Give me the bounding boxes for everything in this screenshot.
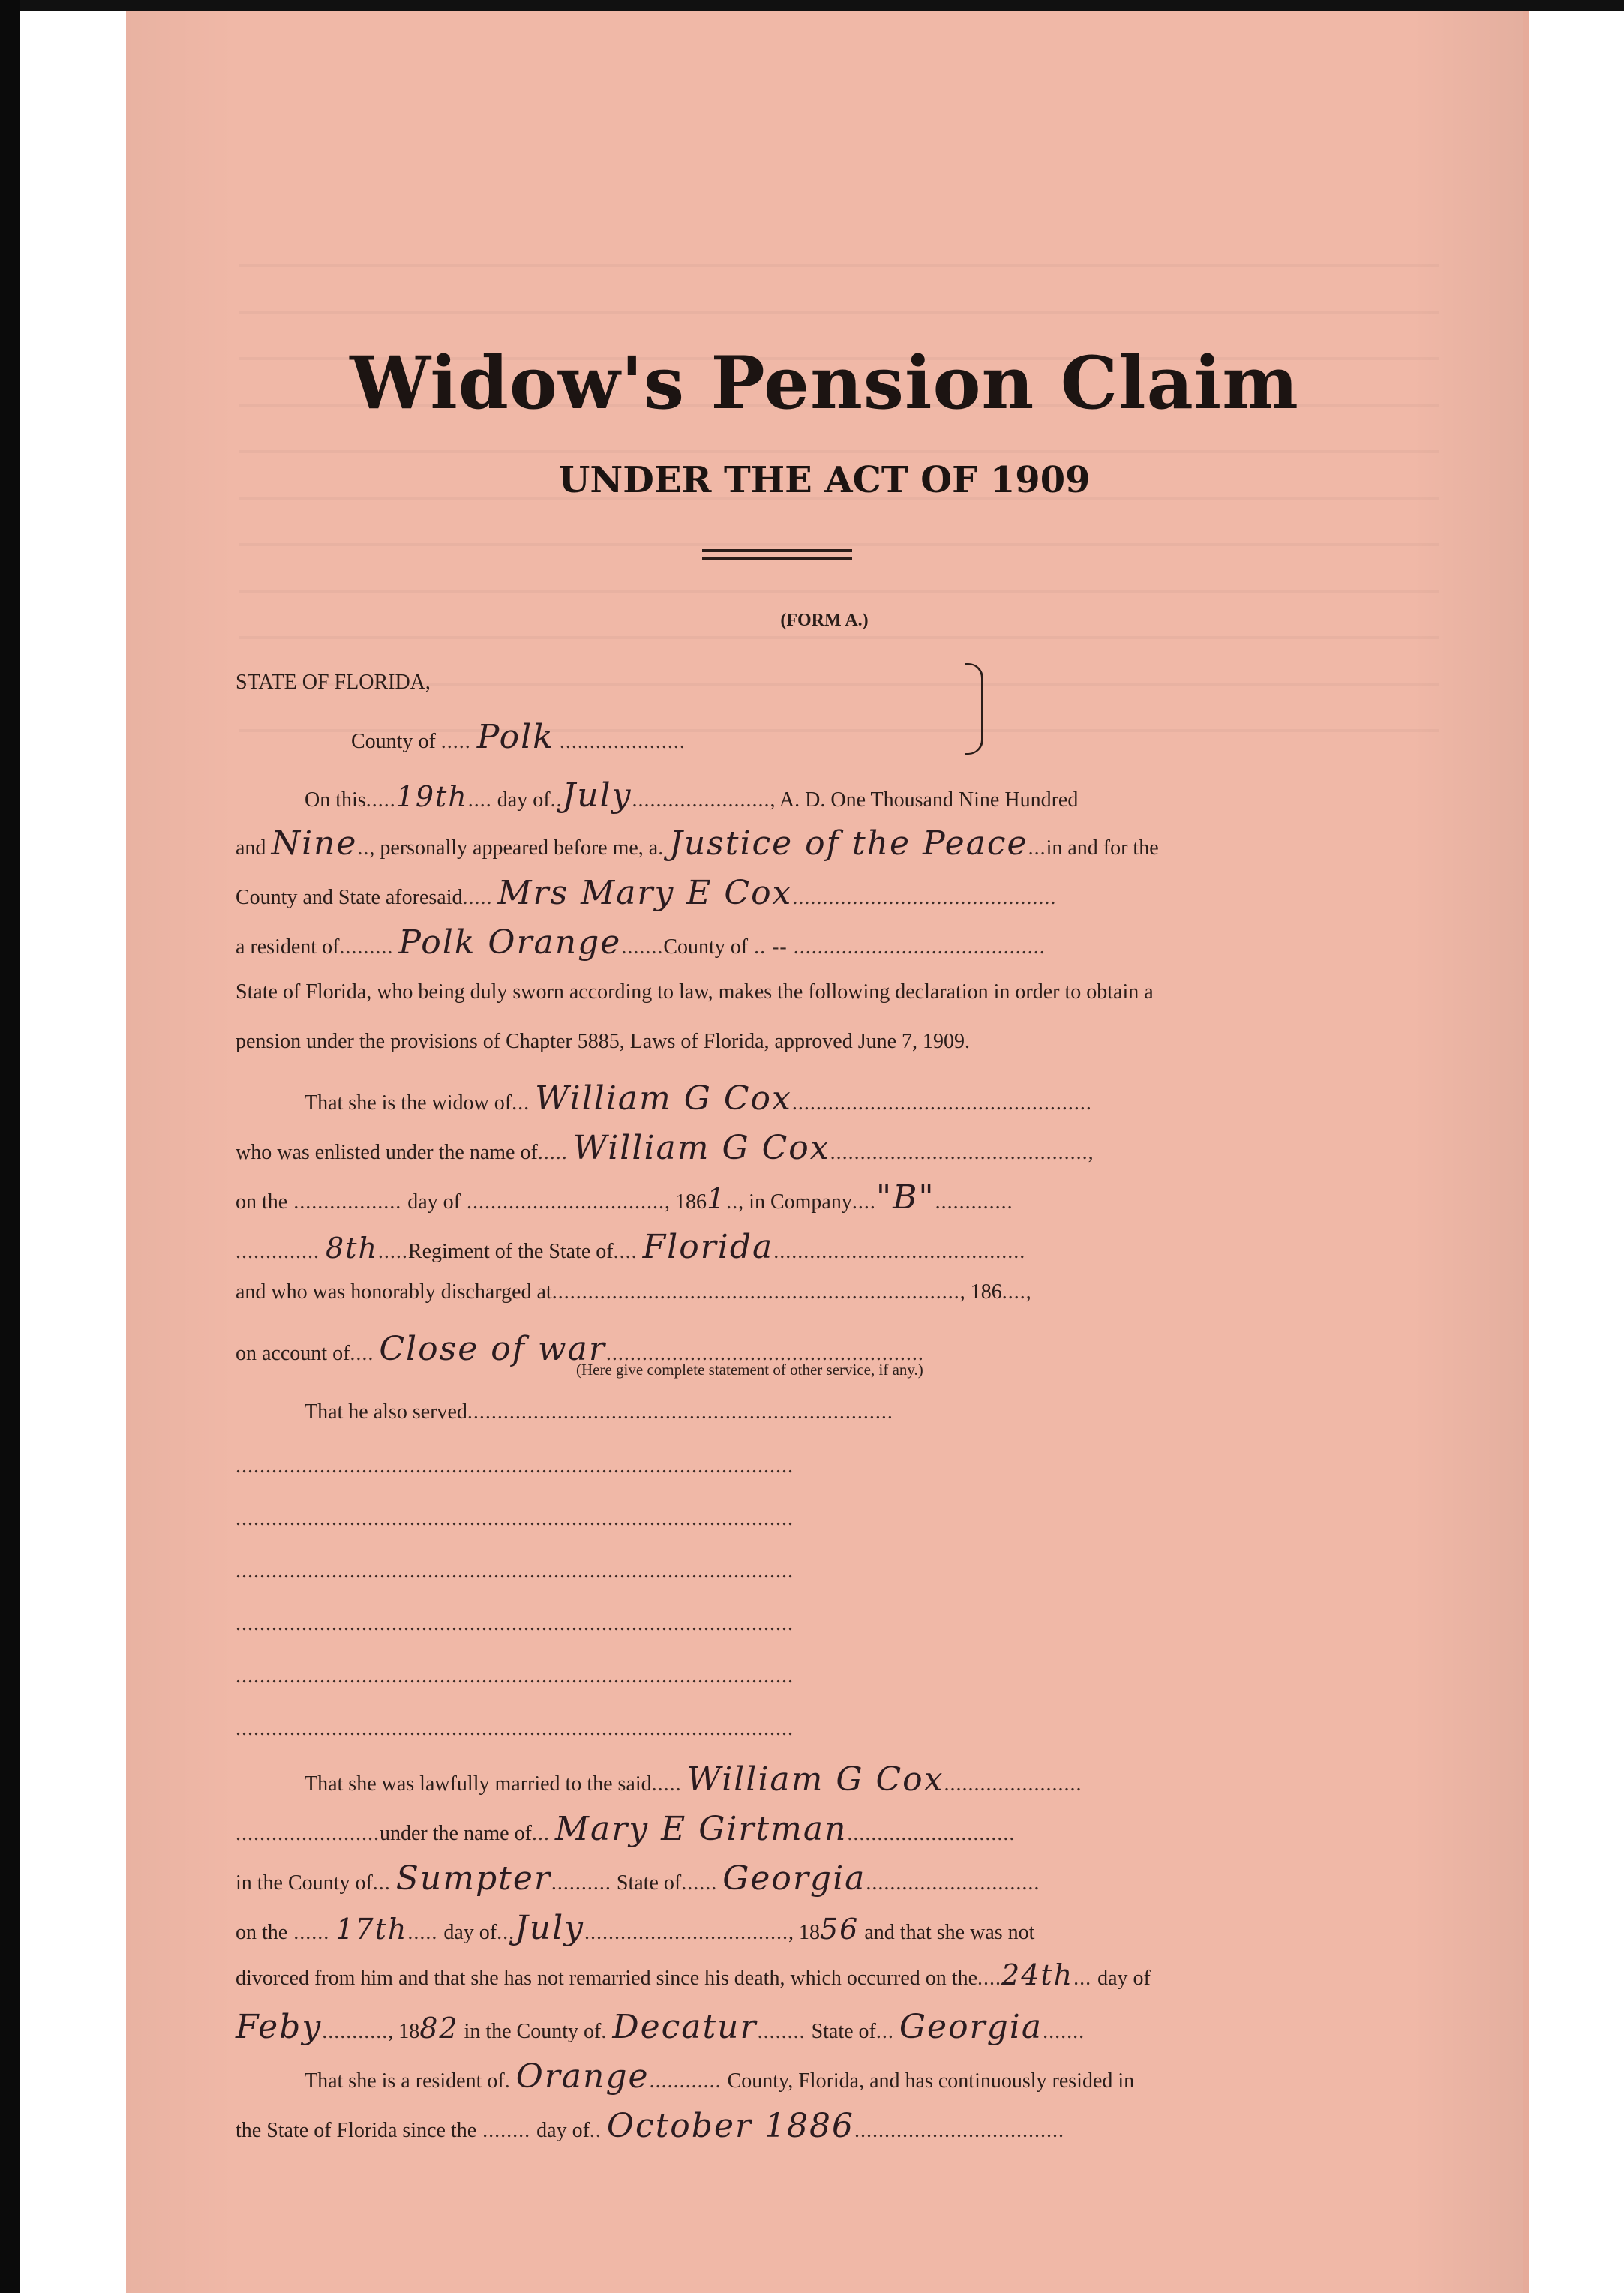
dot-leader: .....: [365, 788, 396, 812]
dot-leader: ...........................................,: [830, 1141, 1094, 1164]
death-month-value: Feby: [236, 2008, 323, 2046]
dot-leader: ....: [467, 788, 492, 812]
dot-leader: ....: [350, 1342, 374, 1365]
discharged-label: and who was honorably discharged at: [236, 1280, 552, 1304]
on-the-label: on the: [236, 1921, 288, 1944]
dot-leader: .....: [651, 1772, 682, 1796]
married-label: That she was lawfully married to the said: [305, 1772, 652, 1796]
dot-leader: .......................: [632, 788, 770, 812]
death-state-value: Georgia: [899, 2008, 1043, 2046]
under-name-label: under the name of: [380, 1822, 532, 1845]
scan-top-border: [20, 0, 1624, 11]
regiment-value: 8th: [326, 1232, 378, 1265]
dot-leader: .........: [339, 935, 394, 959]
death-place-line: [236, 2008, 1085, 2046]
year-prefix: , 186: [664, 1190, 707, 1214]
oath-line-6: pension under the provisions of Chapter 5885, Laws of Florida, approved June 7, 1909.: [236, 1030, 971, 1053]
dot-leader: ......: [681, 1871, 718, 1895]
dot-leader: .......: [1043, 2020, 1085, 2043]
blank-line-1: .............................................................................................: [236, 1454, 794, 1478]
marriage-state-value: Georgia: [722, 1859, 866, 1898]
dot-leader: ........................: [236, 1822, 380, 1845]
widow-of-line: [305, 1079, 1092, 1118]
dot-leader: ...: [372, 1871, 391, 1895]
dot-leader: ..: [589, 2119, 602, 2142]
dot-leader: ........: [476, 2119, 537, 2142]
dot-leader: ..: [357, 836, 370, 860]
dot-leader: ..........................................: [773, 1240, 1026, 1263]
enlistment-date-line: [236, 1178, 1013, 1217]
death-year-value: 82: [419, 2012, 459, 2045]
oath-day-value: 19th: [395, 780, 468, 813]
also-served-line: [305, 1400, 893, 1424]
dot-leader: ..................................: [584, 1921, 788, 1944]
dot-leader: ...: [875, 2020, 894, 2043]
enlisted-name-value: William G Cox: [572, 1129, 830, 1167]
married-line: [305, 1760, 1082, 1799]
residence-value: Polk Orange: [398, 923, 622, 962]
residence-since-label: the State of Florida since the: [236, 2119, 477, 2142]
dot-leader: ....,: [1001, 1280, 1032, 1304]
marriage-county-line: [236, 1859, 1040, 1898]
state-of-label: State of: [616, 1871, 682, 1895]
year-prefix: , 186: [959, 1280, 1002, 1304]
dot-leader: .....: [440, 730, 477, 753]
residence-text: County, Florida, and has continuously resided in: [727, 2069, 1135, 2093]
dot-leader: .....: [537, 1141, 568, 1164]
year-prefix: , 18: [788, 1921, 820, 1944]
not-divorced-label: and that she was not: [864, 1921, 1035, 1944]
dot-leader: ..: [726, 1190, 739, 1214]
dot-leader: .: [658, 836, 665, 860]
claimant-name-value: Mrs Mary E Cox: [497, 874, 793, 912]
in-and-for-label: in and for the: [1046, 836, 1159, 860]
dot-leader: .............................: [866, 1871, 1040, 1895]
dot-leader: .: [504, 2069, 511, 2093]
blank-line-5: .............................................................................................: [236, 1664, 794, 1688]
county-line: [351, 718, 686, 756]
oath-line-4: [236, 923, 1046, 962]
married-husband-value: William G Cox: [686, 1760, 944, 1799]
death-line: [236, 1958, 1151, 1991]
husband-name-value: William G Cox: [535, 1079, 792, 1118]
state-header: STATE OF FLORIDA,: [236, 671, 431, 694]
dot-leader: .......: [621, 935, 664, 959]
official-value: Justice of the Peace: [669, 824, 1028, 863]
form-label: (FORM A.): [780, 611, 869, 630]
dot-leader: ..................................................: [791, 1091, 1092, 1115]
company-label: , in Company: [738, 1190, 852, 1214]
remarried-text: divorced from him and that she has not remarried since his death, which occurred on the: [236, 1967, 978, 1990]
dot-leader: .....................................................: [605, 1342, 924, 1365]
service-note: (Here give complete statement of other service, if any.): [576, 1361, 923, 1379]
on-this-label: On this: [305, 788, 366, 812]
dot-leader: ........: [757, 2020, 812, 2043]
dot-leader: ...: [531, 1822, 550, 1845]
oath-line-3: [236, 874, 1056, 912]
county-value: Polk: [476, 718, 554, 756]
marriage-year-value: 56: [820, 1913, 860, 1946]
dot-leader: ............................................: [792, 886, 1057, 909]
marriage-county-value: Sumpter: [395, 1859, 551, 1898]
county-of-label: County of: [663, 935, 749, 959]
dot-leader: ..................: [287, 1190, 408, 1214]
dot-leader: .............: [935, 1190, 1013, 1214]
dot-leader: .: [601, 2020, 608, 2043]
discharge-reason-value: Close of war: [379, 1330, 606, 1368]
dot-leader: ....................................................................: [551, 1280, 960, 1304]
oath-line-5: State of Florida, who being duly sworn according to law, makes the following declaration in order to obtain a: [236, 980, 1154, 1004]
year-prefix: , 18: [388, 2020, 420, 2043]
in-county-label: in the County of: [464, 2020, 602, 2043]
death-day-value: 24th: [1001, 1958, 1074, 1991]
and-label: and: [236, 836, 266, 860]
day-of-label: day of: [443, 1921, 497, 1944]
marriage-day-value: 17th: [335, 1913, 408, 1946]
blank-line-6: .............................................................................................: [236, 1717, 794, 1740]
dot-leader: ..............: [236, 1240, 326, 1263]
dot-leader: ............................: [847, 1822, 1016, 1845]
title-rule-top: [702, 549, 852, 552]
dot-leader: .......................: [944, 1772, 1082, 1796]
county-state-label: County and State aforesaid: [236, 886, 463, 909]
account-label: on account of: [236, 1342, 350, 1365]
company-value: "B": [875, 1178, 935, 1217]
dot-leader: ....: [851, 1190, 876, 1214]
on-the-label: on the: [236, 1190, 288, 1214]
maiden-name-line: [236, 1810, 1015, 1848]
day-of-label: day of: [1097, 1967, 1151, 1990]
page-subtitle: UNDER THE ACT OF 1909: [558, 459, 1091, 501]
death-county-value: Decatur: [612, 2008, 758, 2046]
residence-since-line: [236, 2107, 1064, 2145]
appeared-label: , personally appeared before me, a: [369, 836, 659, 860]
dot-leader: .................................: [460, 1190, 665, 1214]
county-label: County of: [351, 730, 436, 753]
oath-month-value: July: [562, 776, 632, 815]
dot-leader: .....................: [559, 730, 686, 753]
dot-leader: ............: [649, 2069, 728, 2093]
maiden-name-value: Mary E Girtman: [554, 1810, 848, 1848]
dot-leader: ...: [1028, 836, 1046, 860]
residence-since-value: October 1886: [606, 2107, 854, 2145]
blank-line-2: .............................................................................................: [236, 1507, 794, 1530]
enlisted-label: who was enlisted under the name of: [236, 1141, 538, 1164]
dot-leader: ....: [613, 1240, 638, 1263]
regiment-state-value: Florida: [642, 1228, 774, 1266]
state-of-label: State of: [811, 2020, 876, 2043]
regiment-line: [236, 1228, 1025, 1266]
discharge-line: [236, 1280, 1032, 1304]
dot-leader: ...: [512, 1091, 530, 1115]
day-of-label: day of: [536, 2119, 590, 2142]
blank-line-4: .............................................................................................: [236, 1612, 794, 1635]
dot-leader: .......................................................................: [467, 1400, 893, 1424]
ad-label: , A. D. One Thousand Nine Hundred: [770, 788, 1079, 812]
dot-leader: ...................................: [854, 2119, 1064, 2142]
resident-of-label: That she is a resident of: [305, 2069, 505, 2093]
enlisted-line: [236, 1129, 1094, 1167]
dot-leader: ......: [287, 1921, 336, 1944]
marriage-month-value: July: [515, 1909, 584, 1947]
oath-line-2: [236, 824, 1159, 863]
page-title: Widow's Pension Claim: [350, 341, 1299, 425]
resident-of-label: a resident of: [236, 935, 340, 959]
in-county-label: in the County of: [236, 1871, 373, 1895]
oath-line-1: [305, 776, 1078, 815]
day-of-label: day of: [497, 788, 551, 812]
dot-leader: ...........: [322, 2020, 389, 2043]
dot-leader: .. -- ..........................................: [748, 935, 1046, 959]
regiment-label: Regiment of the State of: [407, 1240, 614, 1263]
county-brace: [965, 663, 983, 755]
blank-line-3: .............................................................................................: [236, 1559, 794, 1583]
dot-leader: ..........: [551, 1871, 611, 1895]
dot-leader: ...: [1073, 1967, 1098, 1990]
dot-leader: ...: [497, 1921, 515, 1944]
oath-year-value: Nine: [271, 824, 358, 863]
dot-leader: ..: [550, 788, 563, 812]
dot-leader: .....: [407, 1921, 444, 1944]
widow-of-label: That she is the widow of: [305, 1091, 512, 1115]
current-residence-line: [305, 2057, 1134, 2096]
enlistment-year-value: 1: [706, 1182, 727, 1215]
current-county-value: Orange: [515, 2057, 650, 2096]
dot-leader: .....: [462, 886, 493, 909]
pension-form-page: [126, 11, 1523, 2293]
day-of-label: day of: [407, 1190, 461, 1214]
scan-left-border: [0, 0, 20, 2293]
dot-leader: ....: [977, 1967, 1002, 1990]
title-rule-bottom: [702, 557, 852, 560]
marriage-date-line: [236, 1909, 1034, 1947]
dot-leader: .....: [377, 1240, 408, 1263]
also-served-label: That he also served: [305, 1400, 467, 1424]
